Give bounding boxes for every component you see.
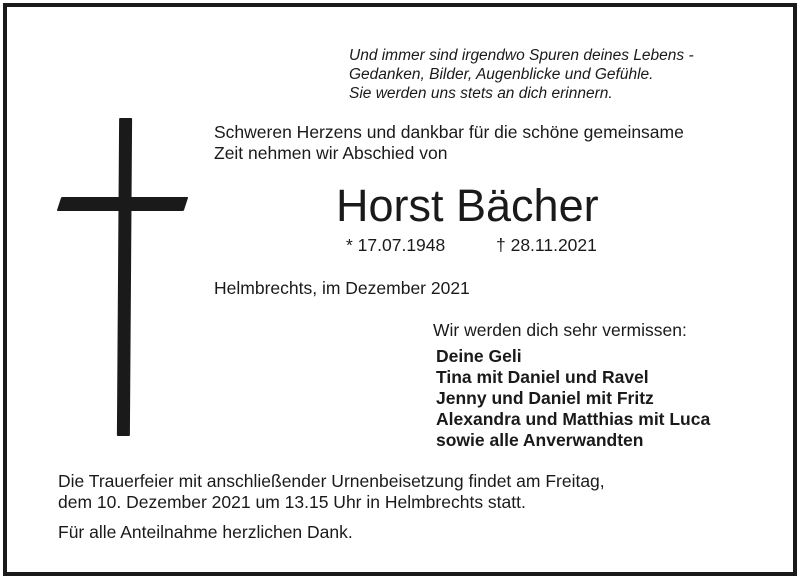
intro-line: Zeit nehmen wir Abschied von: [214, 143, 448, 163]
death-date: † 28.11.2021: [496, 235, 597, 255]
birth-date: * 17.07.1948: [346, 235, 446, 255]
mourner-entry: sowie alle Anverwandten: [436, 430, 644, 450]
miss-statement: Wir werden dich sehr vermissen:: [433, 320, 687, 340]
farewell-intro: [214, 122, 684, 164]
deceased-name: Horst Bächer: [336, 180, 599, 231]
service-line: Die Trauerfeier mit anschließender Urnenbeisetzung findet am Freitag,: [58, 471, 605, 491]
mourner-entry: Deine Geli: [436, 346, 522, 366]
mourner-entry: Alexandra und Matthias mit Luca: [436, 409, 711, 429]
service-line: dem 10. Dezember 2021 um 13.15 Uhr in Helmbrechts statt.: [58, 492, 526, 512]
mourners-list: [436, 346, 710, 451]
quote-line: Und immer sind irgendwo Spuren deines Lebens -: [349, 47, 694, 64]
cross-vertical-beam: [117, 118, 132, 436]
life-dates: [346, 235, 597, 256]
quote-line: Sie werden uns stets an dich erinnern.: [349, 85, 613, 102]
place-and-date: Helmbrechts, im Dezember 2021: [214, 278, 470, 298]
funeral-service-notice: [58, 471, 605, 513]
memorial-quote: [349, 46, 694, 103]
mourner-entry: Tina mit Daniel und Ravel: [436, 367, 649, 387]
cross-horizontal-beam: [57, 197, 189, 211]
intro-line: Schweren Herzens und dankbar für die schöne gemeinsame: [214, 122, 684, 142]
mourner-entry: Jenny und Daniel mit Fritz: [436, 388, 654, 408]
thanks-note: Für alle Anteilnahme herzlichen Dank.: [58, 522, 353, 542]
quote-line: Gedanken, Bilder, Augenblicke und Gefühle.: [349, 66, 654, 83]
